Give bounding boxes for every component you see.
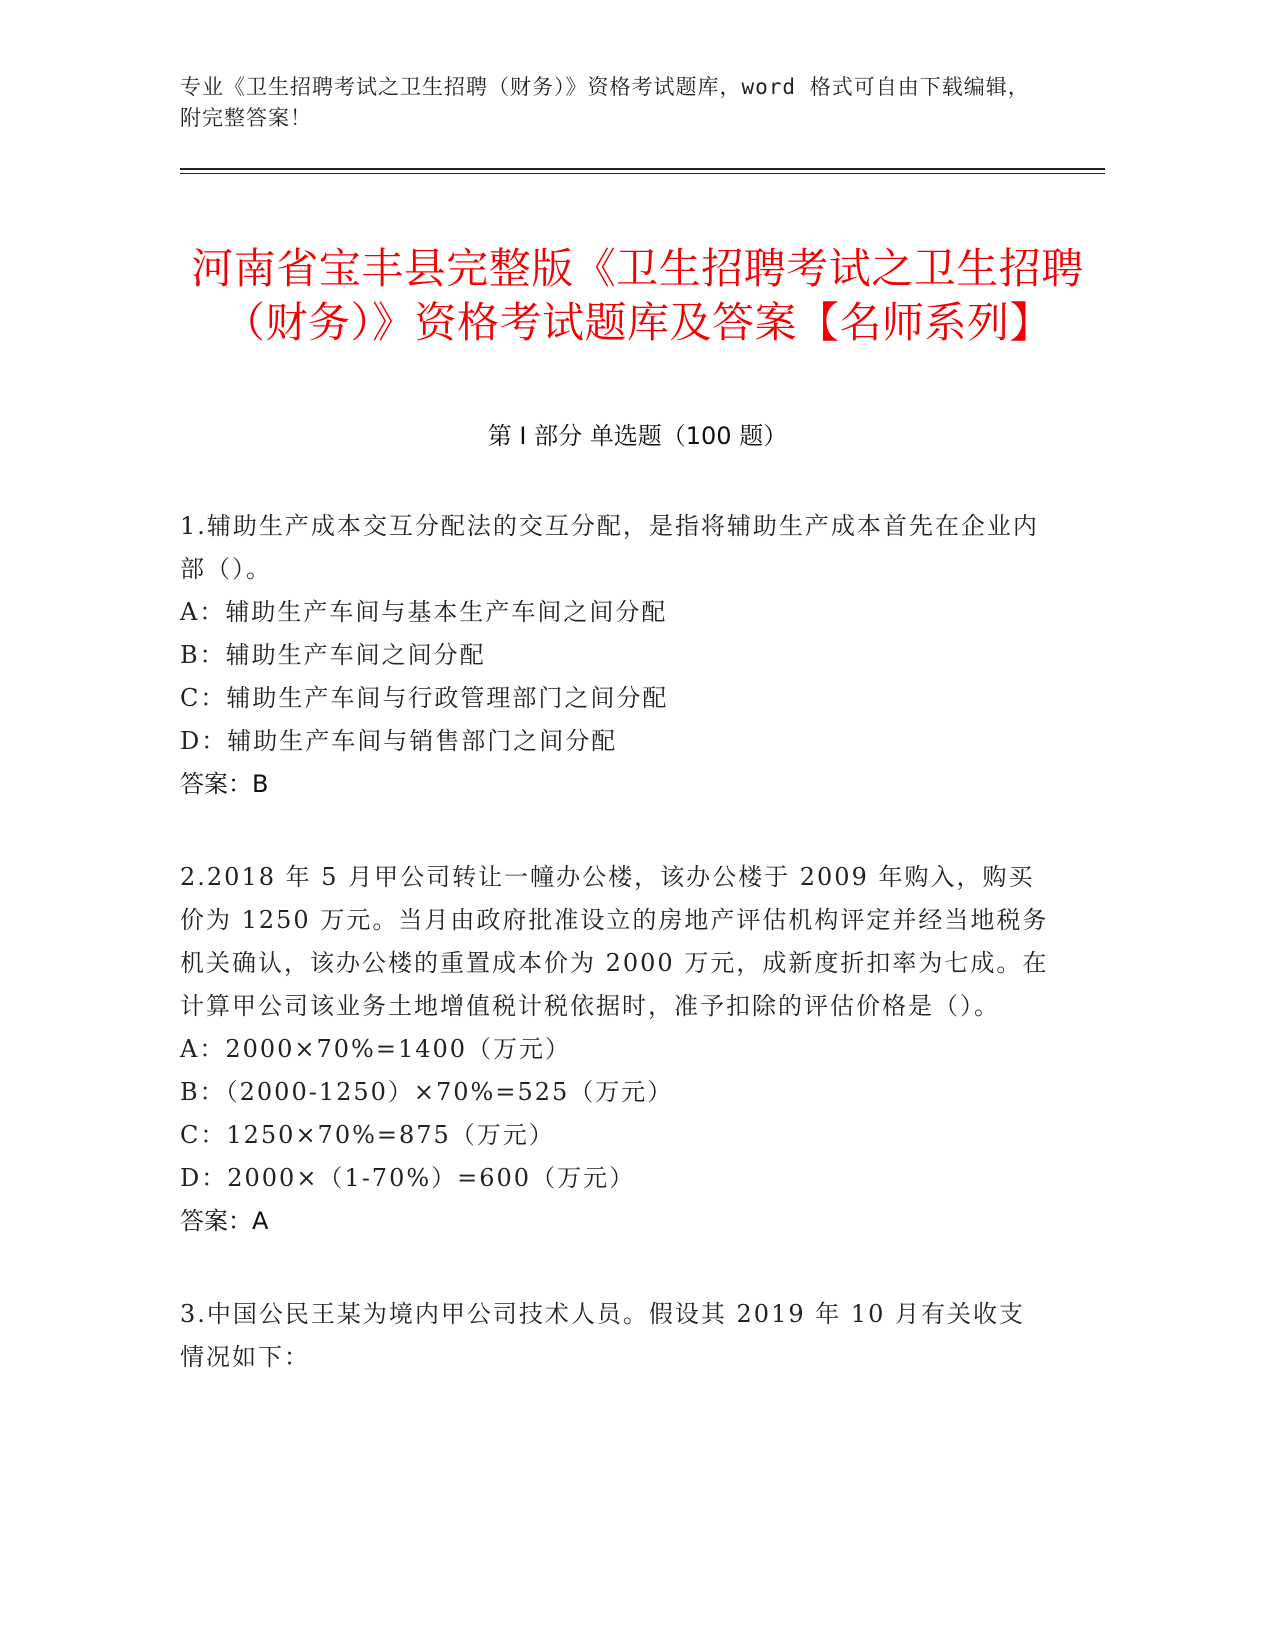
option-b: B：辅助生产车间之间分配 bbox=[180, 641, 486, 669]
question-spacer bbox=[180, 1243, 1050, 1293]
question-answer: 答案：B bbox=[180, 770, 269, 798]
option-a: A：辅助生产车间与基本生产车间之间分配 bbox=[180, 598, 668, 626]
option-d: D：2000×（1-70%）=600（万元） bbox=[180, 1164, 636, 1192]
header-note: 专业《卫生招聘考试之卫生招聘（财务）》资格考试题库，word 格式可自由下载编辑，附完整答案！ bbox=[180, 75, 1030, 130]
question-2 bbox=[180, 856, 1050, 1243]
option-d: D：辅助生产车间与销售部门之间分配 bbox=[180, 727, 618, 755]
option-c: C：1250×70%=875（万元） bbox=[180, 1121, 555, 1149]
option-b: B：（2000-1250）×70%=525（万元） bbox=[180, 1078, 674, 1106]
question-stem: 2.2018 年 5 月甲公司转让一幢办公楼，该办公楼于 2009 年购入，购买价为 1250 万元。当月由政府批准设立的房地产评估机构评定并经当地税务机关确认，该办公楼的重置成本价为 2000 万元，成新度折扣率为七成。在计算甲公司该业务土地增值税计税依据时，准予扣除的评估价格是（）。 bbox=[180, 863, 1049, 1020]
question-spacer bbox=[180, 806, 1050, 856]
option-a: A：2000×70%=1400（万元） bbox=[180, 1035, 572, 1063]
header-rule-thin bbox=[180, 173, 1105, 174]
question-1 bbox=[180, 505, 1050, 806]
section-title: 第 I 部分 单选题（100 题） bbox=[487, 422, 788, 450]
question-stem: 1.辅助生产成本交互分配法的交互分配，是指将辅助生产成本首先在企业内部（）。 bbox=[180, 512, 1039, 583]
question-list bbox=[180, 505, 1050, 1379]
question-3 bbox=[180, 1293, 1050, 1379]
option-c: C：辅助生产车间与行政管理部门之间分配 bbox=[180, 684, 669, 712]
question-answer: 答案：A bbox=[180, 1207, 269, 1235]
question-stem: 3.中国公民王某为境内甲公司技术人员。假设其 2019 年 10 月有关收支情况如下： bbox=[180, 1300, 1026, 1371]
document-title: 河南省宝丰县完整版《卫生招聘考试之卫生招聘（财务）》资格考试题库及答案【名师系列】 bbox=[191, 244, 1084, 348]
header-rule-thick bbox=[180, 168, 1105, 170]
